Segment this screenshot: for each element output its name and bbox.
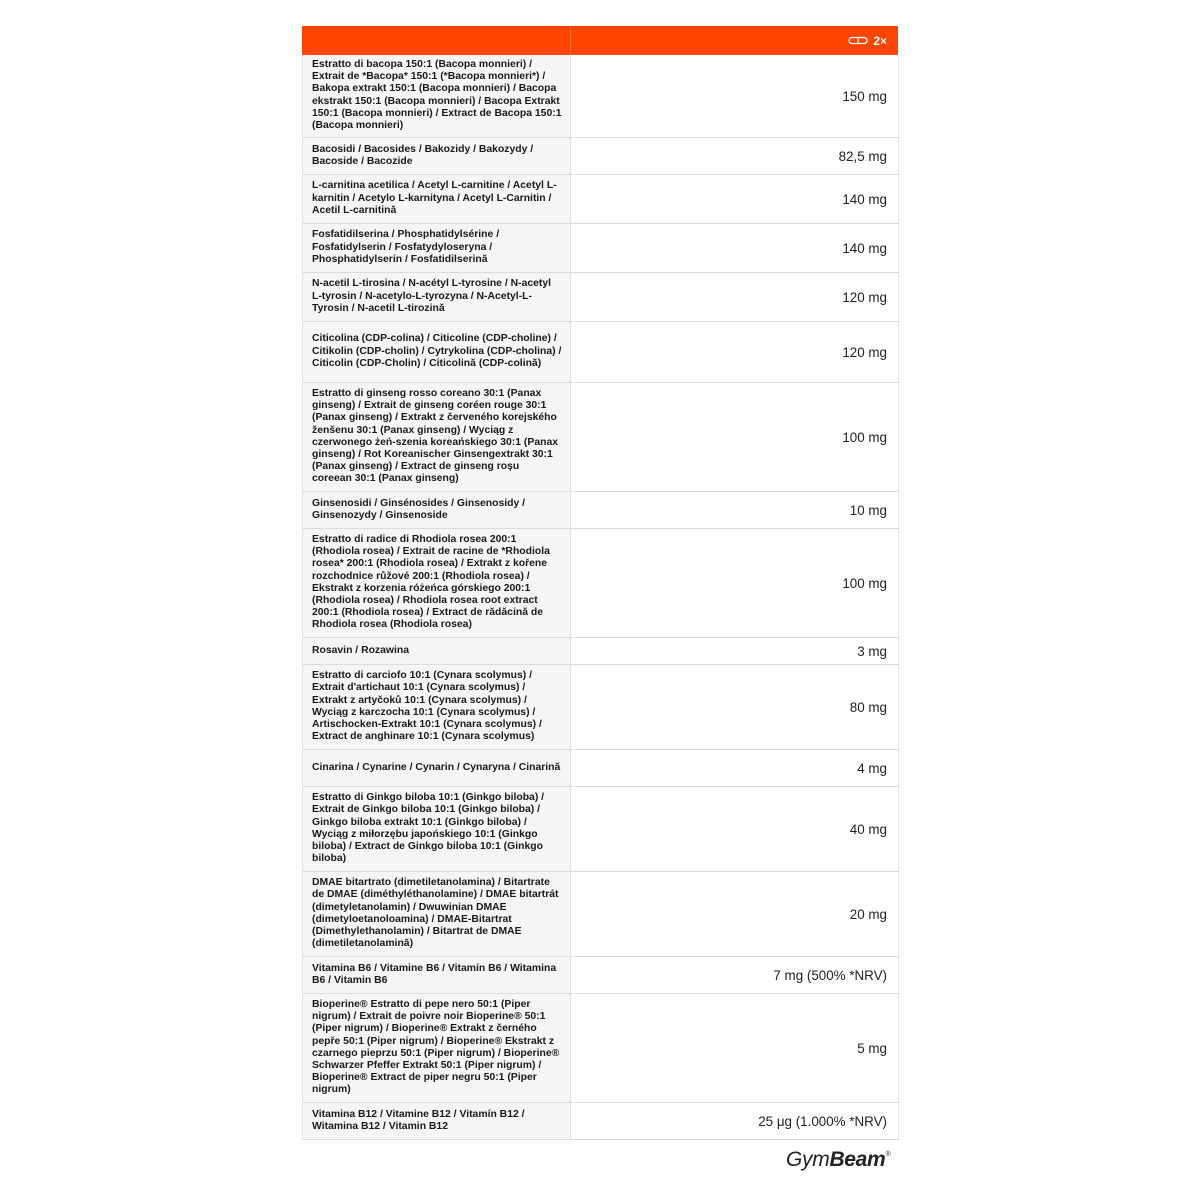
logo-part-beam: Beam — [829, 1148, 886, 1171]
table-row — [303, 322, 899, 383]
logo-registered-mark: ® — [885, 1151, 891, 1158]
table-row — [303, 750, 899, 787]
ingredient-amount: 7 mg (500% *NRV) — [571, 957, 899, 994]
table-row — [303, 138, 899, 175]
ingredient-amount: 150 mg — [571, 55, 899, 138]
table-row — [303, 787, 899, 872]
ingredient-name: N-acetil L-tirosina / N-acétyl L-tyrosine / N-acetyl L-tyrosin / N-acetylo-L-tyrozyna / N-Acetyl-L-Tyrosin / N-acetil L-tirozină — [303, 273, 571, 322]
table-header — [302, 26, 898, 55]
ingredient-amount: 10 mg — [571, 492, 899, 529]
ingredient-amount: 3 mg — [571, 638, 899, 665]
ingredient-name: Vitamina B12 / Vitamine B12 / Vitamín B12 / Witamina B12 / Vitamin B12 — [303, 1103, 571, 1140]
table-row — [303, 665, 899, 750]
ingredient-name: Bioperine® Estratto di pepe nero 50:1 (Piper nigrum) / Extrait de poivre noir Bioperine® 50:1 (Piper nigrum) / Bioperine® Extrakt z černého pepře 50:1 (Piper nigrum) / Bioperine® Ekstrakt z czarnego pieprzu 50:1 (Piper nigrum) / Bioperine® Schwarzer Pfeffer Extrakt 50:1 (Piper nigrum) / Bioperine® Extract de piper negru 50:1 (Piper nigrum) — [303, 994, 571, 1103]
ingredient-name: DMAE bitartrato (dimetiletanolamina) / Bitartrate de DMAE (diméthyléthanolamine) / DMAE bitartrát (dimetyletanolamin) / Dwuwinian DMAE (dimetyloetanoloamina) / DMAE-Bitartrat (Dimethylethanolamin) / Bitartrat de DMAE (dimetiletanolamină) — [303, 872, 571, 957]
ingredient-name: Ginsenosidi / Ginsénosides / Ginsenosidy / Ginsenozydy / Ginsenoside — [303, 492, 571, 529]
ingredient-name: Citicolina (CDP-colina) / Citicoline (CDP-choline) / Citikolin (CDP-cholin) / Cytrykolina (CDP-cholina) / Citicolin (CDP-Cholin) / Citicolină (CDP-colină) — [303, 322, 571, 383]
table-row — [303, 492, 899, 529]
ingredient-amount: 5 mg — [571, 994, 899, 1103]
ingredient-name: Estratto di bacopa 150:1 (Bacopa monnieri) / Extrait de *Bacopa* 150:1 (*Bacopa monnieri*) / Bakopa extrakt 150:1 (Bacopa monnieri) / Bacopa ekstrakt 150:1 (Bacopa monnieri) / Bacopa Extrakt 150:1 (Bacopa monnieri) / Extract de Bacopa 150:1 (Bacopa monnieri) — [303, 55, 571, 138]
ingredient-amount: 120 mg — [571, 273, 899, 322]
table-row — [303, 224, 899, 273]
ingredient-name: Estratto di carciofo 10:1 (Cynara scolymus) / Extrait d'artichaut 10:1 (Cynara scolymus) / Extrakt z artyčoků 10:1 (Cynara scolymus) / Wyciąg z karczocha 10:1 (Cynara scolymus) / Artischocken-Extrakt 10:1 (Cynara scolymus) / Extract de anghinare 10:1 (Cynara scolymus) — [303, 665, 571, 750]
ingredient-name: Estratto di ginseng rosso coreano 30:1 (Panax ginseng) / Extrait de ginseng coréen rouge 30:1 (Panax ginseng) / Extrakt z červeného korejského ženšenu 30:1 (Panax ginseng) / Wyciąg z czerwonego żeń-szenia koreańskiego 30:1 (Panax ginseng) / Rot Koreanischer Ginsengextrakt 30:1 (Panax ginseng) / Extract de ginseng roșu coreean 30:1 (Panax ginseng) — [303, 383, 571, 492]
table-row — [303, 383, 899, 492]
ingredient-amount: 140 mg — [571, 175, 899, 224]
ingredient-name: Fosfatidilserina / Phosphatidylsérine / Fosfatidylserin / Fosfatydyloseryna / Phosphatidylserin / Fosfatidilserină — [303, 224, 571, 273]
ingredient-amount: 25 μg (1.000% *NRV) — [571, 1103, 899, 1140]
table-row — [303, 957, 899, 994]
gymbeam-logo — [786, 1148, 890, 1172]
ingredient-name: Estratto di radice di Rhodiola rosea 200:1 (Rhodiola rosea) / Extrait de racine de *Rhodiola rosea* 200:1 (Rhodiola rosea) / Extrakt z kořene rozchodnice růžové 200:1 (Rhodiola rosea) / Ekstrakt z korzenia różeńca górskiego 200:1 (Rhodiola rosea) / Rhodiola rosea root extract 200:1 (Rhodiola rosea) / Extract de rădăcină de Rhodiola rosea (Rhodiola rosea) — [303, 529, 571, 638]
nutrition-table — [302, 26, 898, 1140]
header-ingredient-column — [302, 26, 571, 55]
table-row — [303, 872, 899, 957]
ingredient-amount: 20 mg — [571, 872, 899, 957]
table-row — [303, 273, 899, 322]
ingredient-amount: 80 mg — [571, 665, 899, 750]
ingredient-amount: 100 mg — [571, 529, 899, 638]
ingredient-name: L-carnitina acetilica / Acetyl L-carnitine / Acetyl L-karnitin / Acetylo L-karnityna / Acetyl L-Carnitin / Acetil L-carnitină — [303, 175, 571, 224]
ingredient-amount: 4 mg — [571, 750, 899, 787]
ingredient-name: Bacosidi / Bacosides / Bakozidy / Bakozydy / Bacoside / Bacozide — [303, 138, 571, 175]
ingredient-amount: 100 mg — [571, 383, 899, 492]
capsule-icon — [848, 36, 868, 45]
table-row — [303, 638, 899, 665]
ingredient-amount: 120 mg — [571, 322, 899, 383]
ingredient-amount: 140 mg — [571, 224, 899, 273]
table-row — [303, 994, 899, 1103]
ingredient-name: Rosavin / Rozawina — [303, 638, 571, 665]
table-row — [303, 55, 899, 138]
ingredient-name: Vitamina B6 / Vitamine B6 / Vitamín B6 / Witamina B6 / Vitamin B6 — [303, 957, 571, 994]
ingredient-amount: 40 mg — [571, 787, 899, 872]
ingredient-amount: 82,5 mg — [571, 138, 899, 175]
logo-part-gym: Gym — [786, 1148, 830, 1171]
table-row — [303, 1103, 899, 1140]
serving-count: 2× — [873, 33, 887, 48]
ingredient-table — [302, 55, 899, 1140]
header-serving-column — [571, 26, 898, 55]
ingredient-name: Estratto di Ginkgo biloba 10:1 (Ginkgo biloba) / Extrait de Ginkgo biloba 10:1 (Ginkgo biloba) / Ginkgo biloba extrakt 10:1 (Ginkgo biloba) / Wyciąg z miłorzębu japońskiego 10:1 (Ginkgo biloba) / Extract de Ginkgo biloba 10:1 (Ginkgo biloba) — [303, 787, 571, 872]
table-row — [303, 529, 899, 638]
ingredient-name: Cinarina / Cynarine / Cynarin / Cynaryna / Cinarină — [303, 750, 571, 787]
table-row — [303, 175, 899, 224]
